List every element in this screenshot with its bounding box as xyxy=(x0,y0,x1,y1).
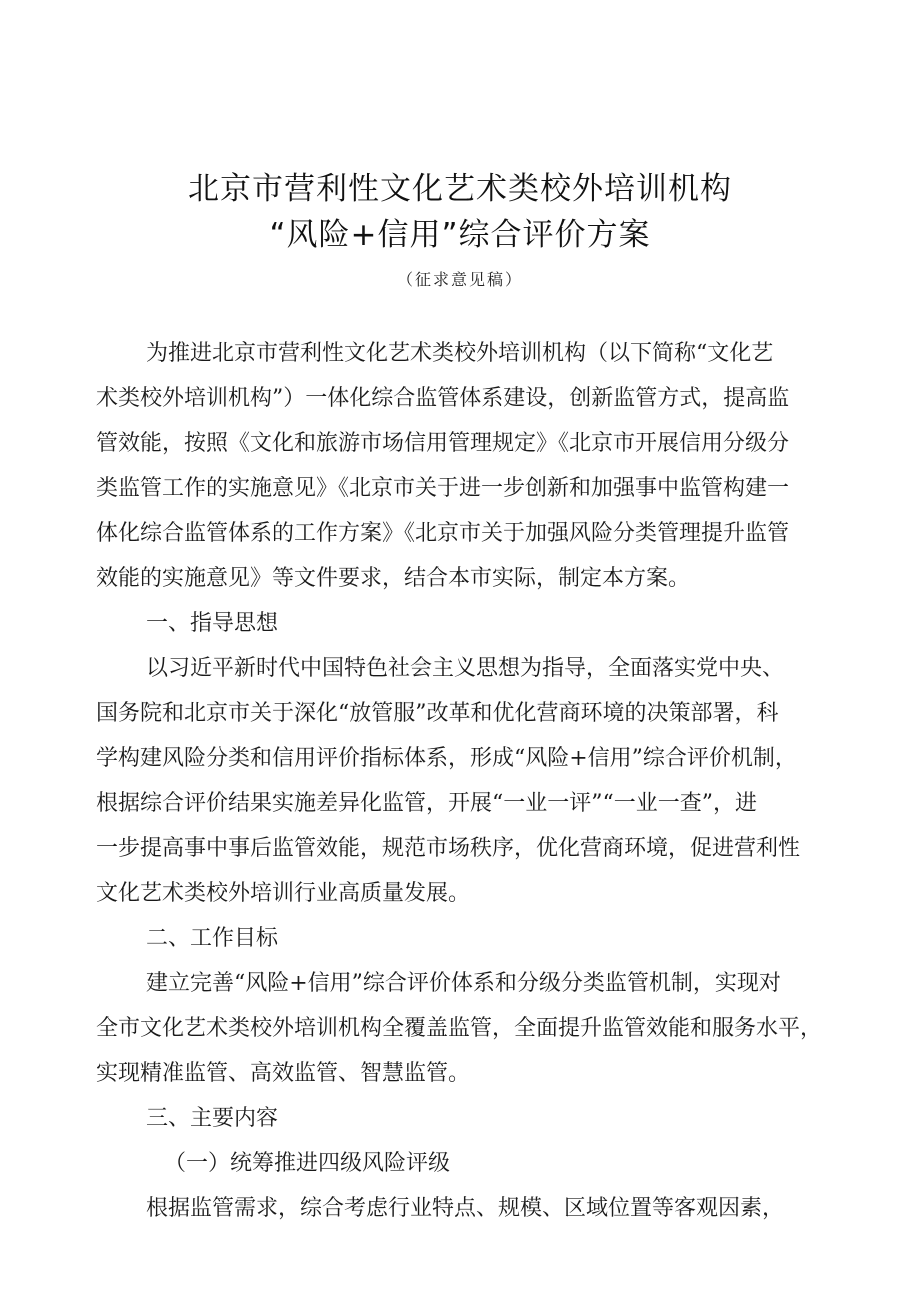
body-line: 根据监管需求，综合考虑行业特点、规模、区域位置等客观因素， xyxy=(146,1196,785,1221)
body-line: 根据综合评价结果实施差异化监管，开展“一业一评”“一业一查”，进 xyxy=(96,791,757,816)
draft-status-subtitle: （征求意见稿） xyxy=(396,270,523,289)
section-heading: 一、指导思想 xyxy=(146,611,279,636)
body-line: 效能的实施意见》等文件要求，结合本市实际，制定本方案。 xyxy=(96,566,691,591)
section-heading: 二、工作目标 xyxy=(146,926,279,951)
document-title-line-1: 北京市营利性文化艺术类校外培训机构 xyxy=(188,171,732,207)
body-line: 体化综合监管体系的工作方案》《北京市关于加强风险分类管理提升监管 xyxy=(96,521,790,546)
body-line: 为推进北京市营利性文化艺术类校外培训机构（以下简称“文化艺 xyxy=(146,341,774,366)
body-line: 建立完善“风险+信用”综合评价体系和分级分类监管机制，实现对 xyxy=(146,971,781,996)
document-title-line-2: “风险+信用”综合评价方案 xyxy=(269,217,651,253)
subsection-heading: （一）统筹推进四级风险评级 xyxy=(164,1151,451,1176)
section-heading: 三、主要内容 xyxy=(146,1106,279,1131)
body-line: 一步提高事中事后监管效能，规范市场秩序，优化营商环境，促进营利性 xyxy=(96,836,801,861)
body-line: 以习近平新时代中国特色社会主义思想为指导，全面落实党中央、 xyxy=(146,656,785,681)
body-line: 文化艺术类校外培训行业高质量发展。 xyxy=(96,881,471,906)
body-line: 学构建风险分类和信用评价指标体系，形成“风险+信用”综合评价机制， xyxy=(96,746,797,771)
body-line: 实现精准监管、高效监管、智慧监管。 xyxy=(96,1061,471,1086)
body-line: 全市文化艺术类校外培训机构全覆盖监管，全面提升监管效能和服务水平， xyxy=(96,1016,823,1041)
body-line: 国务院和北京市关于深化“放管服”改革和优化营商环境的决策部署，科 xyxy=(96,701,779,726)
body-line: 术类校外培训机构”）一体化综合监管体系建设，创新监管方式，提高监 xyxy=(96,386,790,411)
body-line: 类监管工作的实施意见》《北京市关于进一步创新和加强事中监管构建一 xyxy=(96,476,790,501)
body-line: 管效能，按照《文化和旅游市场信用管理规定》《北京市开展信用分级分 xyxy=(96,431,790,456)
